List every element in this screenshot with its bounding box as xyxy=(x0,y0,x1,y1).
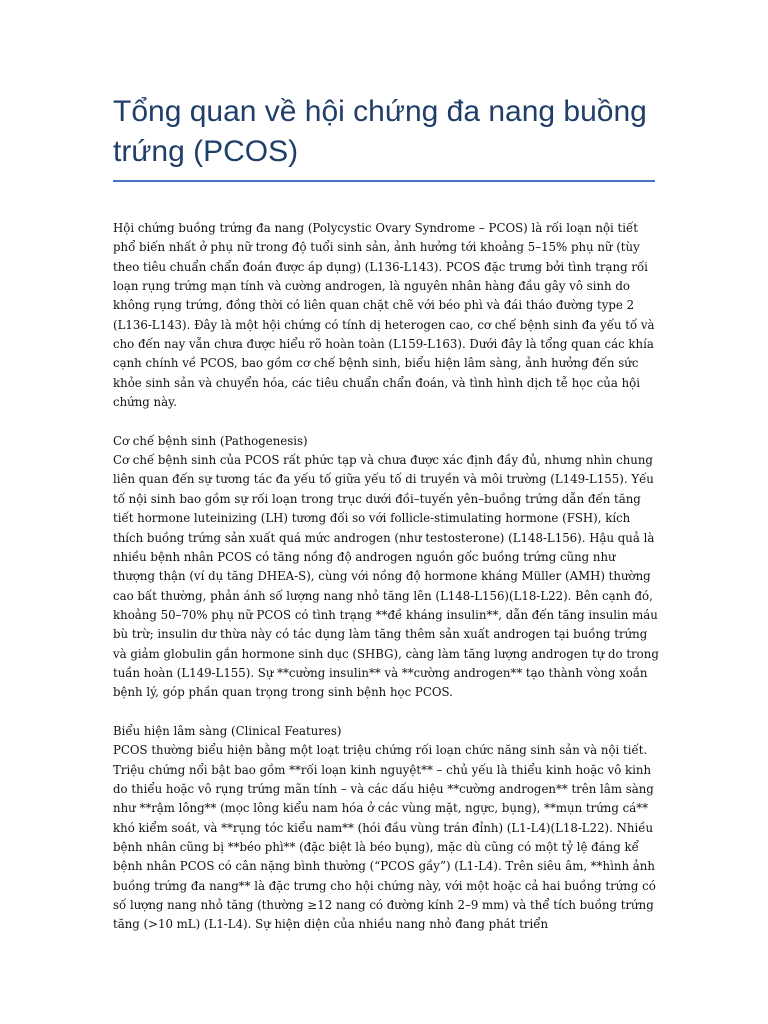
document-title: Tổng quan về hội chứng đa nang buồng trứng (PCOS) xyxy=(113,95,647,168)
section-text-clinical-features: PCOS thường biểu hiện bằng một loạt triệu chứng rối loạn chức năng sinh sản và nội tiết. Triệu chứng nổi bật bao gồm **rối loạn kinh nguyệt** – chủ yếu là thiểu kinh hoặc vô kinh do thiểu hoặc vô rụng trứng mãn tính – và các dấu hiệu **cường androgen** trên lâm sàng như **rậm lông** (mọc lông kiểu nam hóa ở các vùng mặt, ngực, bụng), **mụn trứng cá** khó kiểm soát, và **rụng tóc kiểu nam** (hói đầu vùng trán đỉnh) (L1-L4)(L18-L22). Nhiều bệnh nhân cũng bị **béo phì** (đặc biệt là béo bụng), mặc dù cũng có một tỷ lệ đáng kể bệnh nhân PCOS có cân nặng bình thường (“PCOS gầy”) (L1-L4). Trên siêu âm, **hình ảnh buồng trứng đa nang** là đặc trưng cho hội chứng này, với một hoặc cả hai buồng trứng có số lượng nang nhỏ tăng (thường ≥12 nang có đường kính 2–9 mm) và thể tích buồng trứng tăng (>10 mL) (L1-L4). Sự hiện diện của nhiều nang nhỏ đang phát triển xyxy=(113,743,656,932)
paragraph-spacer xyxy=(113,703,661,722)
section-heading-pathogenesis: Cơ chế bệnh sinh (Pathogenesis) xyxy=(113,433,308,448)
section-text-pathogenesis: Cơ chế bệnh sinh của PCOS rất phức tạp và chưa được xác định đầy đủ, nhưng nhìn chung liên quan đến sự tương tác đa yếu tố giữa yếu tố di truyền và môi trường (L149-L155). Yếu tố nội sinh bao gồm sự rối loạn trong trục dưới đồi–tuyến yên–buồng trứng dẫn đến tăng tiết hormone luteinizing (LH) tương đối so với follicle-stimulating hormone (FSH), kích thích buồng trứng sản xuất quá mức androgen (như testosterone) (L148-L156). Hậu quả là nhiều bệnh nhân PCOS có tăng nồng độ androgen nguồn gốc buồng trứng cũng như thượng thận (ví dụ tăng DHEA-S), cùng với nồng độ hormone kháng Müller (AMH) thường cao bất thường, phản ánh số lượng nang nhỏ tăng lên (L148-L156)(L18-L22). Bên cạnh đó, khoảng 50–70% phụ nữ PCOS có tình trạng **đề kháng insulin**, dẫn đến tăng insulin máu bù trừ; insulin dư thừa này có tác dụng làm tăng thêm sản xuất androgen tại buồng trứng và giảm globulin gắn hormone sinh dục (SHBG), càng làm tăng lượng androgen tự do trong tuần hoàn (L149-L155). Sự **cường insulin** và **cường androgen** tạo thành vòng xoắn bệnh lý, góp phần quan trọng trong sinh bệnh học PCOS. xyxy=(113,453,659,700)
section-heading-clinical-features: Biểu hiện lâm sàng (Clinical Features) xyxy=(113,723,342,738)
document-body xyxy=(113,219,661,935)
intro-paragraph: Hội chứng buồng trứng đa nang (Polycystic Ovary Syndrome – PCOS) là rối loạn nội tiết phổ biến nhất ở phụ nữ trong độ tuổi sinh sản, ảnh hưởng tới khoảng 5–15% phụ nữ (tùy theo tiêu chuẩn chẩn đoán được áp dụng) (L136-L143). PCOS đặc trưng bởi tình trạng rối loạn rụng trứng mạn tính và cường androgen, là nguyên nhân hàng đầu gây vô sinh do không rụng trứng, đồng thời có liên quan chặt chẽ với béo phì và đái tháo đường type 2 (L136-L143). Đây là một hội chứng có tính dị heterogen cao, cơ chế bệnh sinh đa yếu tố và cho đến nay vẫn chưa được hiểu rõ hoàn toàn (L159-L163). Dưới đây là tổng quan các khía cạnh chính về PCOS, bao gồm cơ chế bệnh sinh, biểu hiện lâm sàng, ảnh hưởng đến sức khỏe sinh sản và chuyển hóa, các tiêu chuẩn chẩn đoán, và tình hình dịch tễ học của hội chứng này. xyxy=(113,221,655,410)
paragraph-spacer xyxy=(113,412,661,431)
title-underline xyxy=(113,180,655,182)
